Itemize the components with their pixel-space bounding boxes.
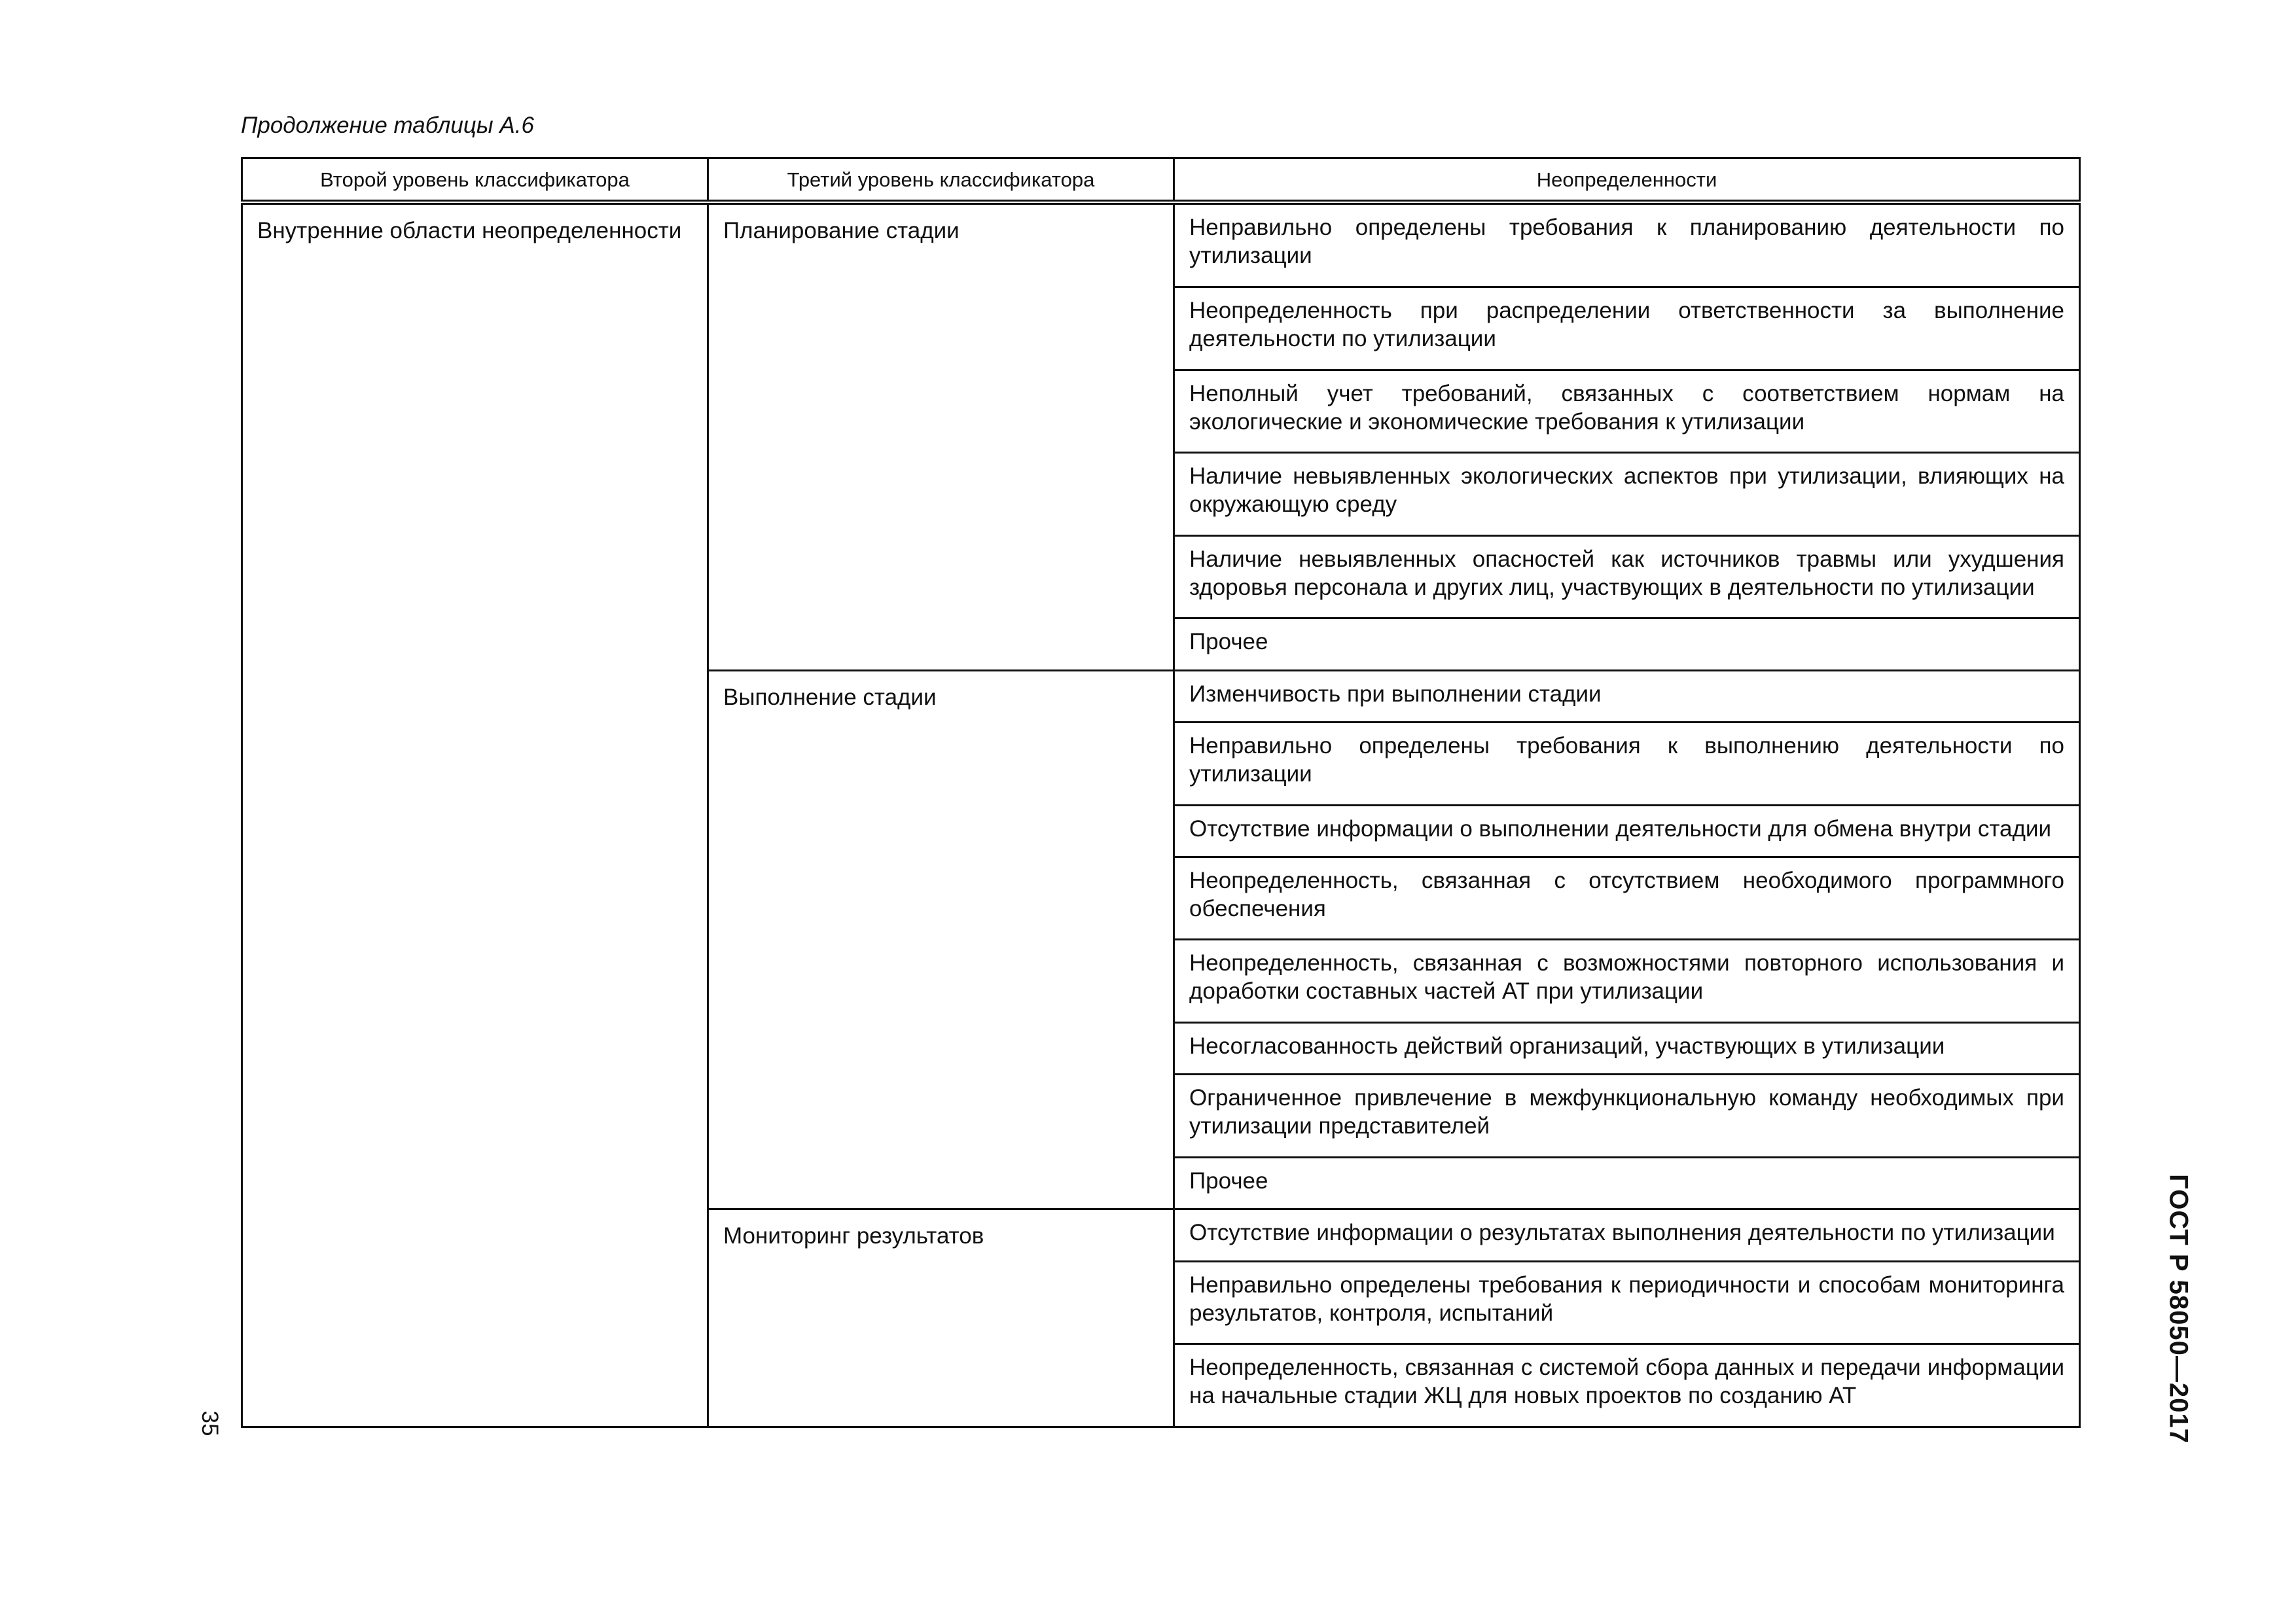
uncertainty-cell: Изменчивость при выполнении стадии (1174, 670, 2080, 722)
third-level-cell-execution: Выполнение стадии (708, 670, 1174, 1209)
header-second-level: Второй уровень классификатора (242, 158, 708, 203)
header-third-level: Третий уровень классификатора (708, 158, 1174, 203)
table-row (242, 202, 2080, 287)
uncertainty-cell: Отсутствие информации о результатах выполнения деятельности по утилизации (1174, 1209, 2080, 1261)
third-level-cell-planning: Планирование стадии (708, 202, 1174, 670)
table-caption: Продолжение таблицы А.6 (241, 113, 534, 138)
second-level-cell: Внутренние области неопределенности (242, 202, 708, 1427)
uncertainty-cell: Наличие невыявленных экологических аспектов при утилизации, влияющих на окружающую среду (1174, 453, 2080, 536)
uncertainty-cell: Несогласованность действий организаций, участвующих в утилизации (1174, 1023, 2080, 1075)
standard-code-text: ГОСТ Р 58050—2017 (2164, 1174, 2193, 1444)
uncertainty-cell: Неопределенность, связанная с системой сбора данных и передачи информации на начальные стадии ЖЦ для новых проектов по созданию АТ (1174, 1344, 2080, 1427)
uncertainty-cell: Неопределенность, связанная с отсутствием необходимого программного обеспечения (1174, 857, 2080, 940)
uncertainty-cell: Прочее (1174, 618, 2080, 670)
uncertainty-cell: Неправильно определены требования к выполнению деятельности по утилизации (1174, 722, 2080, 805)
uncertainty-cell: Неопределенность при распределении ответственности за выполнение деятельности по утилизации (1174, 287, 2080, 370)
uncertainty-table (241, 157, 2081, 1428)
header-uncertainties: Неопределенности (1174, 158, 2080, 203)
uncertainty-cell: Отсутствие информации о выполнении деятельности для обмена внутри стадии (1174, 805, 2080, 857)
third-level-cell-monitoring: Мониторинг результатов (708, 1209, 1174, 1427)
uncertainty-cell: Неправильно определены требования к периодичности и способам мониторинга результатов, контроля, испытаний (1174, 1261, 2080, 1344)
uncertainty-cell: Неправильно определены требования к планированию деятельности по утилизации (1174, 202, 2080, 287)
uncertainty-cell: Неполный учет требований, связанных с соответствием нормам на экологические и экономические требования к утилизации (1174, 370, 2080, 453)
uncertainty-cell: Неопределенность, связанная с возможностями повторного использования и доработки составных частей АТ при утилизации (1174, 940, 2080, 1023)
standard-code (2145, 1171, 2211, 1446)
uncertainty-cell: Прочее (1174, 1158, 2080, 1209)
uncertainty-cell: Ограниченное привлечение в межфункциональную команду необходимых при утилизации представителей (1174, 1075, 2080, 1158)
uncertainty-cell: Наличие невыявленных опасностей как источников травмы или ухудшения здоровья персонала и других лиц, участвующих в деятельности по утилизации (1174, 535, 2080, 618)
table-header-row (242, 158, 2080, 203)
page-number (190, 1404, 229, 1443)
page-number-text: 35 (197, 1410, 223, 1436)
